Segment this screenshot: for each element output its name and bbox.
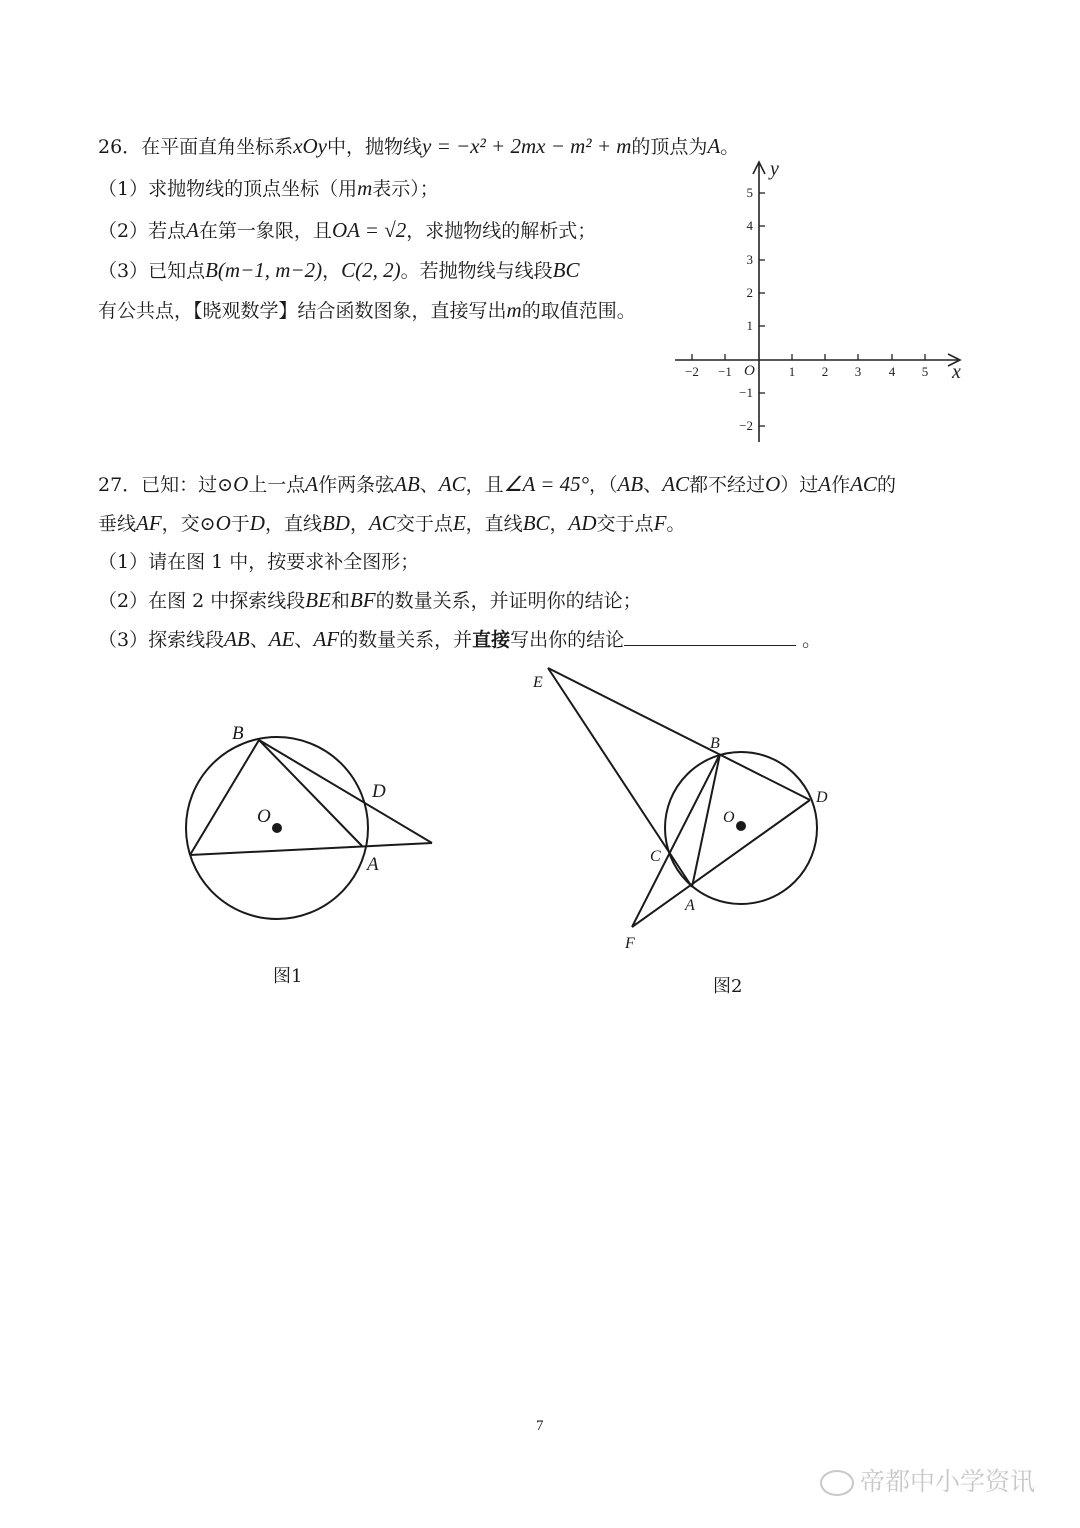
figure-2-geometry — [548, 668, 817, 927]
q26-part2: （2）若点A在第一象限，且OA = √2，求抛物线的解析式； — [98, 218, 597, 242]
y-tick-label: −2 — [739, 418, 753, 433]
q26-part3-cont: 有公共点，【晓观数学】结合函数图象，直接写出m的取值范围。 — [98, 298, 636, 322]
x-tick-label: −2 — [685, 364, 699, 379]
q26-part3: （3）已知点B(m−1, m−2)，C(2, 2)。若抛物线与线段BC — [98, 258, 580, 282]
figure-2-caption: 图2 — [713, 976, 743, 997]
origin-label: O — [744, 363, 755, 379]
x-tick-label: −1 — [718, 364, 732, 379]
x-tick-label: 2 — [821, 364, 829, 379]
q27-stem-line2: 垂线AF，交⊙O于D，直线BD，AC交于点E，直线BC，AD交于点F。 — [98, 511, 686, 535]
watermark: 帝都中小学资讯 — [820, 1462, 1035, 1498]
parabola-eq: y = −x² + 2mx − m² + m — [422, 134, 632, 158]
y-tick-label: 1 — [746, 318, 753, 333]
y-tick-label: 3 — [746, 252, 753, 267]
x-tick-label: 5 — [921, 364, 929, 379]
q26-part1: （1）求抛物线的顶点坐标（用m表示）； — [98, 176, 439, 200]
q27-part1: （1）请在图 1 中，按要求补全图形； — [98, 551, 420, 573]
label-B: B — [710, 735, 720, 752]
x-axis-label: x — [952, 361, 961, 383]
label-B: B — [232, 723, 244, 744]
label-A: A — [685, 897, 695, 914]
y-tick-label: 5 — [746, 185, 753, 200]
y-tick-label: 4 — [746, 218, 753, 233]
label-C: C — [650, 848, 661, 865]
label-O: O — [257, 806, 271, 827]
label-A: A — [367, 854, 379, 875]
x-tick-label: 3 — [854, 364, 862, 379]
y-axis-label: y — [770, 158, 779, 180]
center-point — [736, 821, 746, 831]
label-F: F — [625, 935, 635, 952]
coord-system: xOy — [293, 134, 327, 158]
label-D: D — [816, 789, 828, 806]
x-tick-label: 4 — [888, 364, 896, 379]
y-tick-label: −1 — [739, 385, 753, 400]
page-number: 7 — [536, 1418, 544, 1434]
figure-1-caption: 图1 — [273, 966, 303, 987]
label-O: O — [723, 809, 735, 826]
label-D: D — [372, 781, 386, 802]
x-tick-label: 1 — [788, 364, 796, 379]
wechat-icon — [820, 1470, 854, 1496]
q27-part2: （2）在图 2 中探索线段BE和BF的数量关系，并证明你的结论； — [98, 588, 642, 612]
label-E: E — [533, 674, 543, 691]
q27-part3: （3）探索线段AB、AE、AF的数量关系，并直接写出你的结论 。 — [98, 627, 822, 651]
y-tick-label: 2 — [746, 285, 753, 300]
q27-stem-line1: 27．已知：过⊙O上一点A作两条弦AB、AC，且∠A = 45°，（AB、AC都不经过O）过A作AC的 — [98, 472, 896, 496]
q26-stem: 26．在平面直角坐标系xOy中，抛物线y = −x² + 2mx − m² + m的顶点为A。 — [98, 134, 740, 158]
